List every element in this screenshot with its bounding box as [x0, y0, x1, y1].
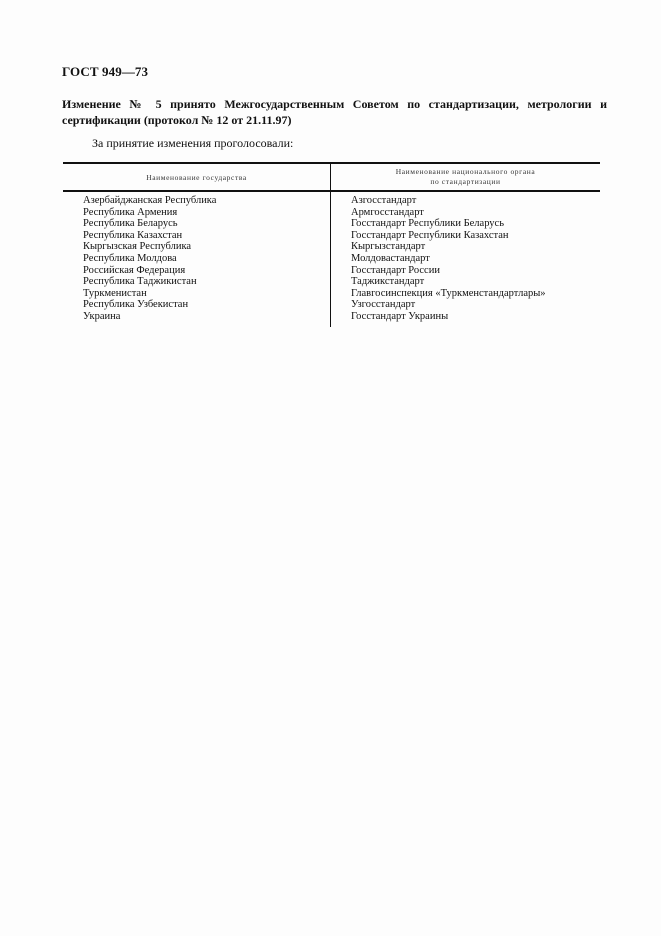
body-cell: Госстандарт Республики Беларусь: [351, 218, 505, 230]
header-national-body: [331, 167, 600, 187]
body-cell: Кыргызстандарт: [351, 241, 426, 253]
state-cell: Республика Армения: [83, 206, 178, 218]
column-divider: [330, 163, 331, 327]
state-cell: Республика Таджикистан: [83, 276, 197, 288]
body-cell: Таджикстандарт: [351, 276, 425, 288]
state-cell: Украина: [83, 310, 121, 322]
state-cell: Туркменистан: [83, 287, 147, 299]
body-cell: Узгосстандарт: [351, 299, 416, 311]
state-cell: Республика Узбекистан: [83, 299, 189, 311]
body-cell: Госстандарт Украины: [351, 310, 449, 322]
body-cell: Главгосинспекция «Туркменстандартлары»: [351, 287, 546, 299]
amendment-statement: Изменение № 5 принято Межгосударственным Советом по стандартизации, метрологии и сертификации (протокол № 12 от 21.11.97): [62, 97, 607, 127]
state-column: [83, 195, 216, 323]
body-cell: Госстандарт Республики Казахстан: [351, 229, 509, 241]
voted-intro: За принятие изменения проголосовали:: [92, 136, 294, 150]
state-cell: Азербайджанская Республика: [83, 195, 217, 206]
standard-code: ГОСТ 949—73: [62, 64, 149, 79]
body-cell: Молдовастандарт: [351, 252, 430, 264]
state-cell: Российская Федерация: [83, 264, 186, 276]
body-cell: Армгосстандарт: [351, 206, 424, 218]
body-cell: Азгосстандарт: [351, 195, 417, 206]
table-top-rule: [63, 162, 600, 164]
state-cell: Республика Молдова: [83, 252, 177, 264]
header-state: Наименование государства: [146, 173, 247, 182]
national-body-column: [351, 195, 546, 323]
header-national-body-line1: Наименование национального органа: [395, 167, 536, 176]
state-cell: Кыргызская Республика: [83, 241, 192, 253]
state-cell: Республика Казахстан: [83, 229, 183, 241]
body-cell: Госстандарт России: [351, 264, 440, 276]
header-national-body-line2: по стандартизации: [430, 177, 501, 186]
table-header-rule: [63, 190, 600, 192]
state-cell: Республика Беларусь: [83, 218, 178, 230]
